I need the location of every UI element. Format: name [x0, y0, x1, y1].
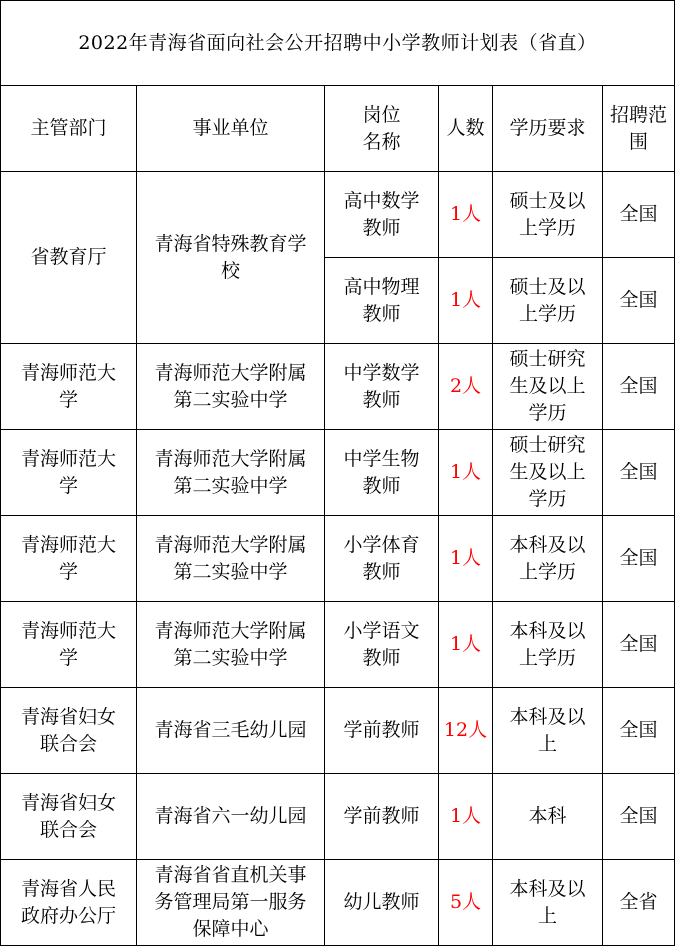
post-cell: 小学语文 教师	[325, 602, 439, 688]
table-row	[1, 774, 675, 860]
table-row	[1, 172, 675, 258]
header-post: 岗位 名称	[325, 86, 439, 172]
count-cell: 1人	[439, 774, 493, 860]
header-row	[1, 86, 675, 172]
unit-cell: 青海省省直机关事 务管理局第一服务 保障中心	[137, 860, 325, 946]
education-cell: 本科	[493, 774, 603, 860]
count-cell: 1人	[439, 258, 493, 344]
title-row	[1, 1, 675, 86]
table-row	[1, 430, 675, 516]
count-cell: 5人	[439, 860, 493, 946]
dept-cell: 青海省人民 政府办公厅	[1, 860, 137, 946]
header-count: 人数	[439, 86, 493, 172]
scope-cell: 全国	[603, 430, 675, 516]
dept-cell: 青海师范大 学	[1, 344, 137, 430]
post-cell: 中学生物 教师	[325, 430, 439, 516]
post-cell: 幼儿教师	[325, 860, 439, 946]
scope-cell: 全国	[603, 344, 675, 430]
count-cell: 2人	[439, 344, 493, 430]
post-cell: 中学数学 教师	[325, 344, 439, 430]
table-row	[1, 344, 675, 430]
scope-cell: 全国	[603, 516, 675, 602]
dept-cell: 青海师范大 学	[1, 516, 137, 602]
post-cell: 学前教师	[325, 774, 439, 860]
education-cell: 硕士研究 生及以上 学历	[493, 430, 603, 516]
unit-cell: 青海省特殊教育学 校	[137, 172, 325, 344]
header-scope: 招聘范 围	[603, 86, 675, 172]
education-cell: 硕士及以 上学历	[493, 258, 603, 344]
education-cell: 本科及以 上学历	[493, 602, 603, 688]
table-row	[1, 688, 675, 774]
header-dept: 主管部门	[1, 86, 137, 172]
header-education: 学历要求	[493, 86, 603, 172]
count-cell: 1人	[439, 172, 493, 258]
education-cell: 本科及以 上	[493, 688, 603, 774]
dept-cell: 青海师范大 学	[1, 602, 137, 688]
table-row	[1, 602, 675, 688]
unit-cell: 青海师范大学附属 第二实验中学	[137, 516, 325, 602]
count-cell: 12人	[439, 688, 493, 774]
education-cell: 本科及以 上	[493, 860, 603, 946]
unit-cell: 青海省三毛幼儿园	[137, 688, 325, 774]
count-cell: 1人	[439, 516, 493, 602]
education-cell: 本科及以 上学历	[493, 516, 603, 602]
dept-cell: 青海省妇女 联合会	[1, 688, 137, 774]
scope-cell: 全国	[603, 688, 675, 774]
table-title: 2022年青海省面向社会公开招聘中小学教师计划表（省直）	[1, 1, 675, 86]
post-cell: 高中物理 教师	[325, 258, 439, 344]
education-cell: 硕士研究 生及以上 学历	[493, 344, 603, 430]
count-cell: 1人	[439, 430, 493, 516]
scope-cell: 全国	[603, 774, 675, 860]
unit-cell: 青海师范大学附属 第二实验中学	[137, 344, 325, 430]
post-cell: 高中数学 教师	[325, 172, 439, 258]
dept-cell: 青海省妇女 联合会	[1, 774, 137, 860]
count-cell: 1人	[439, 602, 493, 688]
scope-cell: 全国	[603, 602, 675, 688]
post-cell: 小学体育 教师	[325, 516, 439, 602]
dept-cell: 省教育厅	[1, 172, 137, 344]
education-cell: 硕士及以 上学历	[493, 172, 603, 258]
dept-cell: 青海师范大 学	[1, 430, 137, 516]
scope-cell: 全国	[603, 172, 675, 258]
table-row	[1, 516, 675, 602]
post-cell: 学前教师	[325, 688, 439, 774]
unit-cell: 青海师范大学附属 第二实验中学	[137, 430, 325, 516]
scope-cell: 全省	[603, 860, 675, 946]
scope-cell: 全国	[603, 258, 675, 344]
header-unit: 事业单位	[137, 86, 325, 172]
unit-cell: 青海师范大学附属 第二实验中学	[137, 602, 325, 688]
unit-cell: 青海省六一幼儿园	[137, 774, 325, 860]
table-row	[1, 860, 675, 946]
